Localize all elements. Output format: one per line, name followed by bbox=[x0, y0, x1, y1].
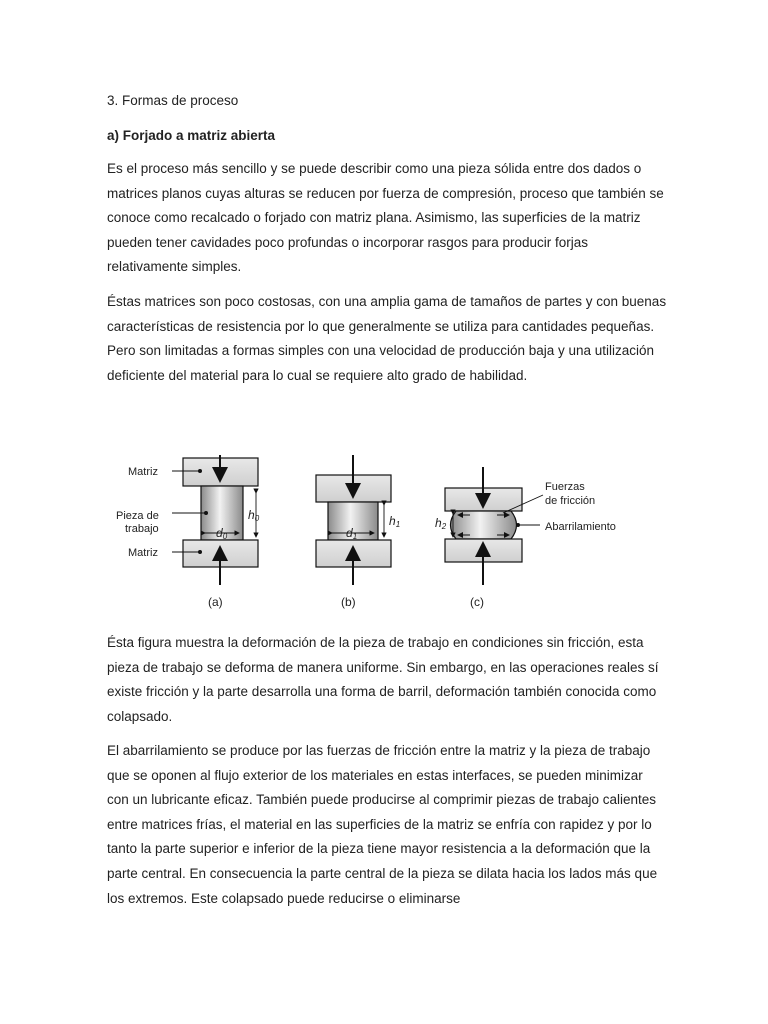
label-fuerzas-line1: Fuerzas bbox=[545, 481, 585, 493]
dim-h0-label: h0 bbox=[248, 508, 260, 523]
label-abarrilamiento: Abarrilamiento bbox=[545, 521, 616, 533]
subsection-title: a) Forjado a matriz abierta bbox=[107, 128, 276, 143]
paragraph-2: Éstas matrices son poco costosas, con una amplia gama de tamaños de partes y con buenas características de resistencia por lo que generalmente se utiliza para cantidades pequeñas. Pero son limitadas a formas simples con una velocidad de producción baja y una utilización deficiente del material para lo cual se requiere alto grado de habilidad. bbox=[107, 294, 667, 383]
dim-d1-label: d1 bbox=[346, 526, 358, 541]
diagram-b bbox=[316, 455, 400, 609]
label-matriz-top: Matriz bbox=[128, 466, 158, 478]
label-pieza-line1: Pieza de bbox=[116, 510, 159, 522]
paragraph-3: Ésta figura muestra la deformación de la pieza de trabajo en condiciones sin fricción, esta pieza de trabajo se deforma de manera uniforme. Sin embargo, en las operaciones reales sí existe fricción y la parte desarrolla una forma de barril, deformación también conocida como colapsado. bbox=[107, 635, 659, 724]
caption-b: (b) bbox=[341, 595, 356, 609]
label-matriz-bottom: Matriz bbox=[128, 547, 158, 559]
dim-h2-label: h2 bbox=[435, 516, 447, 531]
label-pieza-line2: trabajo bbox=[125, 523, 159, 535]
caption-a: (a) bbox=[208, 595, 223, 609]
dim-h1-label: h1 bbox=[389, 514, 401, 529]
section-title: 3. Formas de proceso bbox=[107, 93, 239, 108]
dim-d0-label: d0 bbox=[216, 526, 228, 541]
label-fuerzas-line2: de fricción bbox=[545, 495, 596, 507]
diagram-a bbox=[116, 455, 260, 609]
forging-diagram bbox=[108, 455, 648, 615]
paragraph-1: Es el proceso más sencillo y se puede describir como una pieza sólida entre dos dados o matrices planos cuyas alturas se reducen por fuerza de compresión, proceso que también se conoce como recalcado o forjado con matriz plana. Asimismo, las superficies de la matriz pueden tener cavidades poco profundas o incorporar rasgos para producir forjas relativamente simples. bbox=[107, 161, 664, 275]
caption-c: (c) bbox=[470, 595, 484, 609]
pointer-dot bbox=[516, 523, 520, 527]
forging-figure bbox=[108, 455, 648, 615]
paragraph-4: El abarrilamiento se produce por las fuerzas de fricción entre la matriz y la pieza de trabajo que se oponen al flujo exterior de los materiales en estas interfaces, se pueden minimizar con un lubricante eficaz. También puede producirse al comprimir piezas de trabajo calientes entre matrices frías, el material en las superficies de la matriz se enfría con rapidez y por lo tanto la parte superior e inferior de la pieza tiene mayor resistencia a la deformación que la parte central. En consecuencia la parte central de la pieza se dilata hacia los lados más que los extremos. Este colapsado puede reducirse o eliminarse bbox=[107, 743, 658, 906]
diagram-c bbox=[435, 467, 616, 609]
